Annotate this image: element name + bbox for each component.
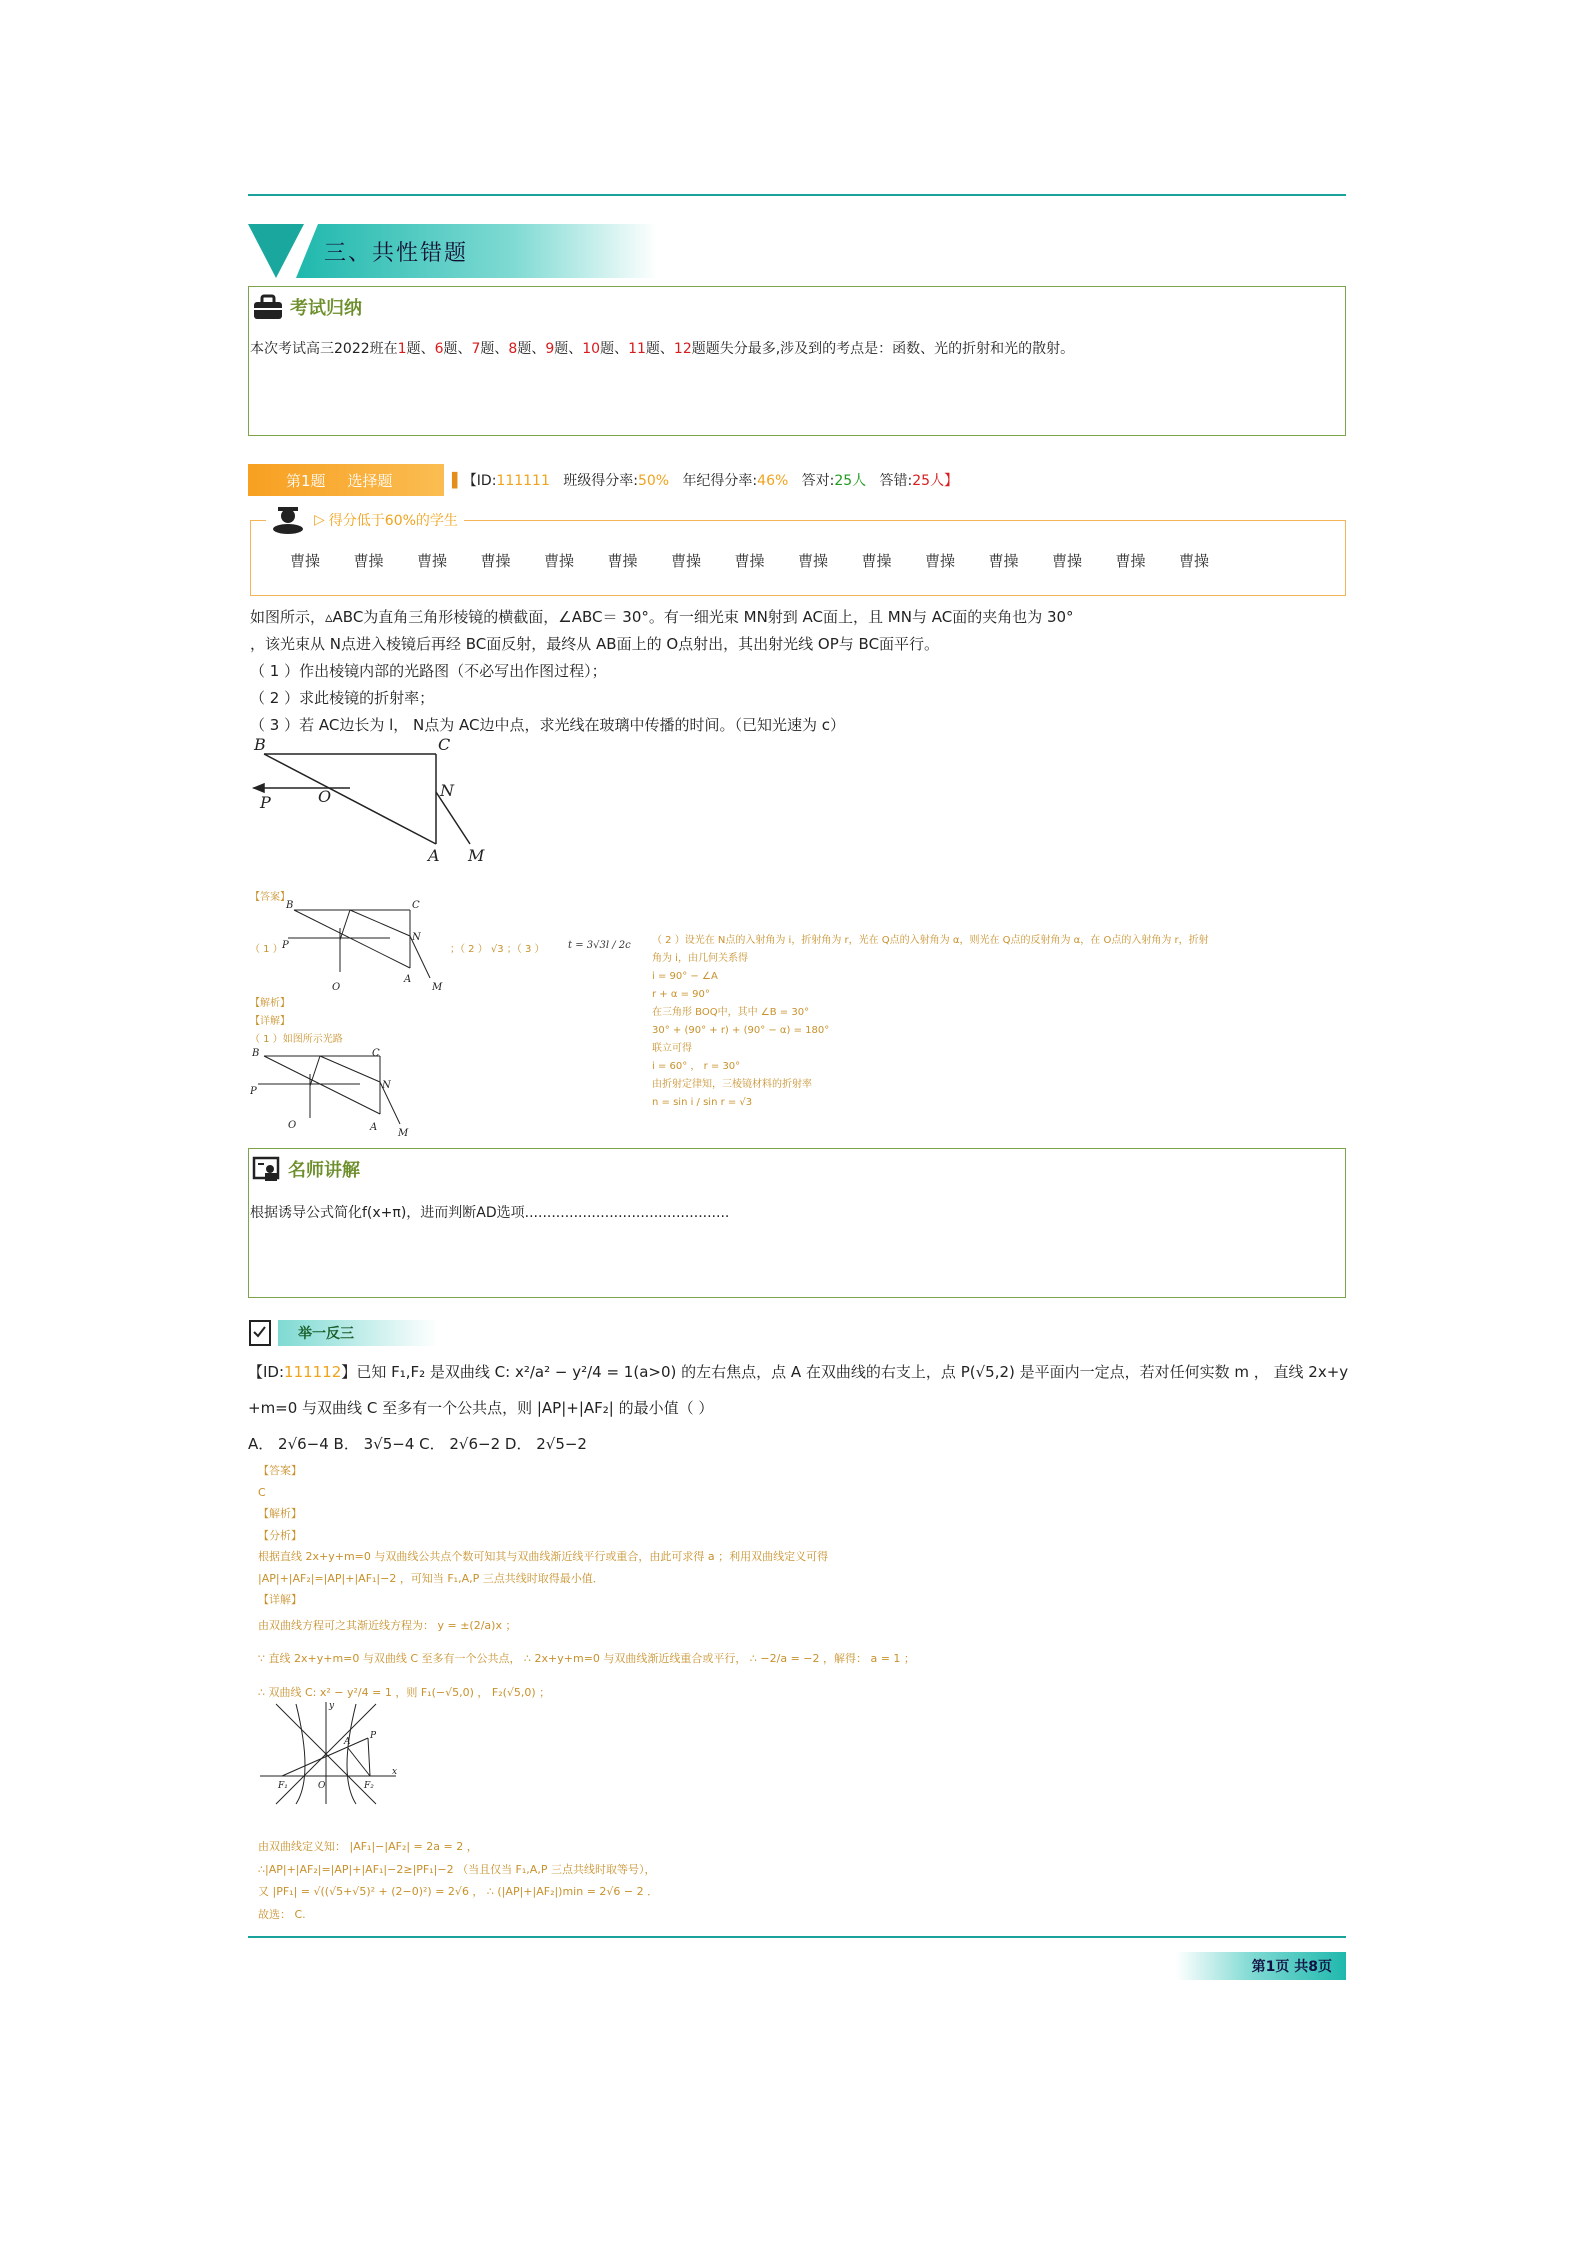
q2-header bbox=[248, 1318, 438, 1348]
page-number: 第1页 共8页 bbox=[1251, 1959, 1332, 1975]
detail-line: 30° + (90° + r) + (90° − α) = 180° bbox=[652, 1025, 830, 1036]
q1-detail-label: 【详解】 bbox=[250, 1016, 290, 1027]
svg-text:O: O bbox=[318, 787, 332, 806]
student-name: 曹操 bbox=[925, 552, 956, 570]
teacher-board-icon bbox=[252, 1155, 282, 1183]
student-name: 曹操 bbox=[1115, 552, 1146, 570]
q2-title: 举一反三 bbox=[298, 1326, 354, 1342]
svg-text:y: y bbox=[329, 1701, 335, 1711]
summary-box bbox=[248, 286, 1346, 436]
svg-text:P: P bbox=[370, 1731, 377, 1741]
student-name: 曹操 bbox=[290, 552, 321, 570]
summary-question-number: 7 bbox=[471, 341, 481, 357]
svg-text:O: O bbox=[288, 1120, 297, 1131]
summary-question-number: 6 bbox=[434, 341, 444, 357]
detail-line: 由折射定律知，三棱镜材料的折射率 bbox=[652, 1079, 812, 1090]
svg-text:N: N bbox=[440, 781, 454, 800]
section-title: 三、共性错题 bbox=[324, 241, 469, 266]
footer-page-tag bbox=[1176, 1952, 1346, 1980]
student-name: 曹操 bbox=[861, 552, 892, 570]
svg-text:O: O bbox=[318, 1781, 326, 1791]
teacher-header bbox=[252, 1152, 360, 1186]
teacher-icon bbox=[272, 505, 304, 535]
svg-text:C: C bbox=[372, 1048, 380, 1059]
svg-text:F₁: F₁ bbox=[278, 1781, 288, 1791]
top-rule bbox=[248, 194, 1346, 196]
q1-answer-2: ；（ 2 ） √3 ；（ 3 ） bbox=[450, 944, 545, 955]
q1-answer-3: t = 3√3l / 2c bbox=[568, 940, 631, 951]
summary-text: 本次考试高三2022班在1题、6题、7题、8题、9题、10题、11题、12题题失分最多,涉及到的考点是：函数、光的折射和光的散射。 bbox=[250, 341, 1075, 357]
q2-stem: 【ID:111112】已知 F₁,F₂ 是双曲线 C: x²/a² − y²/4 = 1(a>0) 的左右焦点，点 A 在双曲线的右支上，点 P(√5,2) 是平面内一定点，若对任何实数 m ， 直线 2x+y +m=0 与双曲线 C 至多有一个公共点，则 |AP|+|AF₂| 的最小值（ ） A． 2√6−4 B． 3√5−4 C． 2√6−2 D． 2√5−2 bbox=[248, 1354, 1348, 1462]
correct-count: 25人 bbox=[834, 473, 867, 489]
svg-text:A: A bbox=[344, 1737, 351, 1747]
student-name: 曹操 bbox=[544, 552, 575, 570]
briefcase-icon bbox=[252, 293, 284, 321]
q2-options: A． 2√6−4 B． 3√5−4 C． 2√6−2 D． 2√5−2 bbox=[248, 1435, 587, 1453]
teacher-box bbox=[248, 1148, 1346, 1298]
detail-line: i = 60° ， r = 30° bbox=[652, 1061, 741, 1072]
summary-title: 考试归纳 bbox=[290, 298, 362, 319]
q1-answer-1: （ 1 ） bbox=[250, 944, 283, 955]
q1-answer-label: 【答案】 bbox=[250, 892, 290, 903]
q1-right-detail bbox=[652, 932, 1209, 1112]
summary-header bbox=[252, 290, 362, 324]
student-name: 曹操 bbox=[1179, 552, 1210, 570]
svg-text:M: M bbox=[468, 846, 485, 865]
student-name: 曹操 bbox=[607, 552, 638, 570]
summary-question-number: 11 bbox=[628, 341, 646, 357]
student-name: 曹操 bbox=[417, 552, 448, 570]
bottom-rule bbox=[248, 1936, 1346, 1938]
summary-question-number: 12 bbox=[673, 341, 692, 357]
svg-text:M: M bbox=[432, 982, 443, 993]
svg-text:A: A bbox=[404, 974, 412, 985]
q2-header-band bbox=[278, 1320, 438, 1346]
detail-line: 角为 i，由几何关系得 bbox=[652, 953, 748, 964]
student-name: 曹操 bbox=[671, 552, 702, 570]
svg-text:P: P bbox=[250, 1086, 257, 1097]
checklist-icon bbox=[248, 1319, 274, 1347]
detail-figure bbox=[250, 1046, 420, 1142]
student-name: 曹操 bbox=[798, 552, 829, 570]
section-banner bbox=[248, 224, 658, 278]
svg-text:O: O bbox=[332, 982, 341, 993]
svg-text:P: P bbox=[282, 940, 289, 951]
grade-score-rate: 46% bbox=[757, 473, 789, 489]
student-list bbox=[290, 550, 1243, 571]
teacher-title: 名师讲解 bbox=[288, 1160, 360, 1181]
q1-id: 111111 bbox=[496, 473, 550, 489]
q1-tag bbox=[248, 464, 444, 496]
svg-text:C: C bbox=[438, 736, 451, 754]
student-name: 曹操 bbox=[988, 552, 1019, 570]
summary-question-list: 1题、6题、7题、8题、9题、10题、11题、12题 bbox=[397, 341, 706, 357]
summary-question-number: 1 bbox=[397, 341, 407, 357]
q2-id: 111112 bbox=[284, 1363, 342, 1381]
wrong-count: 25人】 bbox=[912, 473, 959, 489]
svg-text:x: x bbox=[392, 1767, 398, 1777]
student-name: 曹操 bbox=[734, 552, 765, 570]
student-name: 曹操 bbox=[353, 552, 384, 570]
play-icon: ▷ bbox=[314, 512, 325, 528]
detail-line: 联立可得 bbox=[652, 1043, 692, 1054]
svg-text:C: C bbox=[412, 900, 420, 911]
detail-line: r + α = 90° bbox=[652, 989, 710, 1000]
detail-line: n = sin i / sin r = √3 bbox=[652, 1097, 753, 1108]
detail-line: （ 2 ）设光在 N点的入射角为 i，折射角为 r，光在 Q点的入射角为 α，则光在 Q点的反射角为 α，在 O点的入射角为 r，折射 bbox=[652, 935, 1209, 946]
summary-question-number: 8 bbox=[508, 341, 518, 357]
student-name: 曹操 bbox=[1052, 552, 1083, 570]
q1-stem: 如图所示，▵ABC为直角三角形棱镜的横截面，∠ABC＝ 30°。有一细光束 MN射到 AC面上，且 MN与 AC面的夹角也为 30° ，该光束从 N点进入棱镜后再经 BC面反射，最终从 AB面上的 O点射出，其出射光线 OP与 BC面平行。 （ 1 ）作出棱镜内部的光路图（不必写出作图过程）； （ 2 ）求此棱镜的折射率； （ 3 ）若 AC边长为 l， N点为 AC边中点，求光线在玻璃中传播的时间。（已知光速为 c） bbox=[250, 608, 1074, 734]
svg-text:P: P bbox=[260, 793, 271, 812]
q2-solution-end: 由双曲线定义知： |AF₁|−|AF₂| = 2a = 2 ， ∴|AP|+|AF₂|=|AP|+|AF₁|−2≥|PF₁|−2 （当且仅当 F₁,A,P 三点共线时取等号）， 又 |PF₁| = √((√5+√5)² + (2−0)²) = 2√6 ， ∴ (|AP|+|AF₂|)min = 2√6 − 2 ． 故选： C. bbox=[258, 1840, 659, 1921]
answer-figure bbox=[280, 900, 450, 996]
svg-text:A: A bbox=[428, 846, 440, 865]
prism-figure bbox=[250, 736, 500, 866]
summary-question-number: 10 bbox=[582, 341, 601, 357]
q1-number: 第1题 bbox=[286, 471, 326, 490]
class-score-rate: 50% bbox=[637, 473, 670, 489]
teacher-text: 根据诱导公式简化f(x+π)，进而判断AD选项.............................................. bbox=[250, 1205, 730, 1221]
student-name: 曹操 bbox=[480, 552, 511, 570]
low-score-label: 得分低于60%的学生 bbox=[328, 513, 458, 529]
q1-stats: ▌【ID:111111 班级得分率:50% 年纪得分率:46% 答对:25人 答错:25人】 bbox=[452, 473, 959, 489]
svg-text:N: N bbox=[382, 1080, 391, 1091]
q2-solution: 【答案】 C 【解析】 【分析】 根据直线 2x+y+m=0 与双曲线公共点个数可知其与双曲线渐近线平行或重合，由此可求得 a ；利用双曲线定义可得 |AP|+|AF₂|=|AP|+|AF₁|−2 ，可知当 F₁,A,P 三点共线时取得最小值． 【详解】 由双曲线方程可之其渐近线方程为： y = ±(2/a)x ； ∵ 直线 2x+y+m=0 与双曲线 C 至多有一个公共点， ∴ 2x+y+m=0 与双曲线渐近线重合或平行， ∴ −2/a = −2 ，解得： a = 1 ； ∴ 双曲线 C: x² − y²/4 = 1 ，则 F₁(−√5,0) ， F₂(√5,0) ； bbox=[258, 1464, 915, 1699]
q1-detail-1: （ 1 ）如图所示光路 bbox=[250, 1034, 343, 1045]
svg-text:B: B bbox=[252, 1048, 260, 1059]
svg-text:A: A bbox=[370, 1122, 378, 1133]
low-score-header bbox=[266, 504, 464, 536]
svg-text:B: B bbox=[254, 736, 266, 754]
detail-line: 在三角形 BOQ中，其中 ∠B = 30° bbox=[652, 1007, 810, 1018]
svg-text:N: N bbox=[412, 932, 421, 943]
hyperbola-graph bbox=[256, 1698, 406, 1808]
detail-line: i = 90° − ∠A bbox=[652, 971, 718, 982]
q1-analysis-label: 【解析】 bbox=[250, 998, 290, 1009]
svg-text:F₂: F₂ bbox=[364, 1781, 374, 1791]
svg-text:M: M bbox=[398, 1128, 409, 1139]
svg-text:B: B bbox=[286, 900, 294, 911]
q1-type: 选择题 bbox=[347, 471, 393, 490]
summary-question-number: 9 bbox=[545, 341, 555, 357]
